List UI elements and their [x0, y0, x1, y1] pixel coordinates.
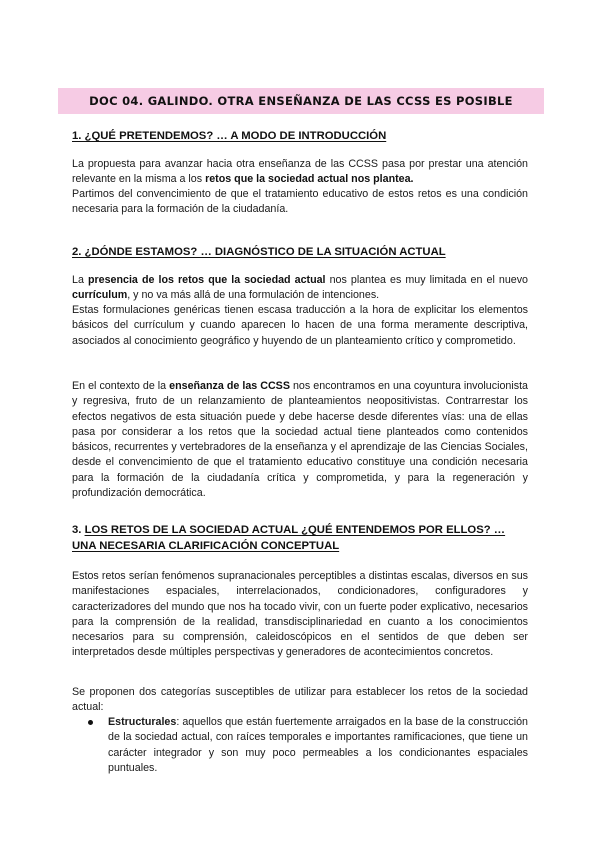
section-2-heading	[72, 244, 532, 260]
section-2-p1-text-b: nos plantea es muy limitada en el nuevo	[325, 274, 528, 286]
section-2-p1-text-c: , y no va más allá de una formulación de intenciones.	[127, 289, 380, 302]
section-1-paragraph-1	[72, 157, 528, 188]
section-1-heading	[72, 128, 532, 144]
section-2-p3-text-a: En el contexto de la	[72, 380, 170, 392]
section-1-p1-bold: retos que la sociedad actual nos plantea.	[205, 173, 414, 186]
section-2-p1-text-a: La	[72, 274, 88, 286]
bullet-1-term: Estructurales	[108, 716, 177, 728]
section-3-paragraph-1: Estos retos serían fenómenos supranacionales perceptibles a distintas escalas, diversos en sus manifestaciones espaciales, interrelacionados, condicionadores, configuradores y caracterizadores del mundo que nos ha tocado vivir, con un fuerte poder explicativo, necesarios para la comprensión de la realidad, transdisciplinariedad en cuanto a los conocimientos necesarios para su comprensión, caleidoscópicos en el sentidos de que deben ser interpretados desde múltiples perspectivas y generadores de acontecimientos concretos.	[72, 570, 528, 659]
bullet-1-text	[108, 715, 528, 776]
section-2-p1-bold-a: presencia de los retos que la sociedad actual	[87, 274, 326, 286]
section-2-p3-bold: enseñanza de las CCSS	[169, 380, 290, 392]
section-3-heading-text: LOS RETOS DE LA SOCIEDAD ACTUAL ¿QUÉ ENTENDEMOS POR ELLOS? … UNA NECESARIA CLARIFICACIÓN CONCEPTUAL	[72, 524, 506, 552]
section-2-paragraph-1	[72, 273, 528, 304]
section-1-paragraph-2: Partimos del convencimiento de que el tratamiento educativo de estos retos es una condición necesaria para la formación de la ciudadanía.	[72, 188, 528, 216]
list-item	[88, 715, 528, 779]
section-3-paragraph-2: Se proponen dos categorías susceptibles de utilizar para establecer los retos de la sociedad actual:	[72, 686, 528, 714]
section-1-heading-text: 1. ¿QUÉ PRETENDEMOS? … A MODO DE INTRODUCCIÓN	[72, 130, 387, 142]
bullet-icon	[88, 720, 93, 725]
section-3-heading-number: 3.	[72, 524, 85, 536]
bullet-1-description: : aquellos que están fuertemente arraigados en la base de la construcción de la sociedad actual, con raíces temporales e importantes ramificaciones, que tiene un carácter integrador y son muy poco permeables a los condicionantes espaciales puntuales.	[108, 716, 528, 774]
section-2-p3-text-b: nos encontramos en una coyuntura involucionista y regresiva, fruto de un relanzamiento de planteamientos neopositivistas. Contrarrestar los efectos negativos de esta situación puede y debe hacerse desde diferentes vías: una de ellas pasa por considerar a los retos que la sociedad actual tiene planteados como contenidos básicos, recurrentes y vertebradores de la enseñanza y el aprendizaje de las Ciencias Sociales, desde el convencimiento de que el tratamiento educativo constituye una condición necesaria para la formación de la ciudadanía crítica y comprometida, y para la regeneración y profundización democrática.	[72, 380, 528, 500]
section-2-paragraph-2: Estas formulaciones genéricas tienen escasa traducción a la hora de explicitar los elementos básicos del currículum y cuando aparecen lo hacen de una forma meramente descriptiva, asociados al conocimiento geográfico y huyendo de un planteamiento crítico y comprometido.	[72, 304, 528, 347]
document-title-banner: DOC 04. GALINDO. OTRA ENSEÑANZA DE LAS CCSS ES POSIBLE	[58, 88, 544, 114]
section-2-heading-text: 2. ¿DÓNDE ESTAMOS? … DIAGNÓSTICO DE LA SITUACIÓN ACTUAL	[72, 246, 446, 258]
section-2-p1-bold-b: currículum	[72, 289, 128, 302]
section-2-paragraph-3	[72, 379, 528, 501]
section-1-p1-text: La propuesta para avanzar hacia otra enseñanza de las CCSS pasa por prestar una atención relevante en la misma a los	[72, 158, 528, 186]
section-3-heading	[72, 522, 532, 554]
